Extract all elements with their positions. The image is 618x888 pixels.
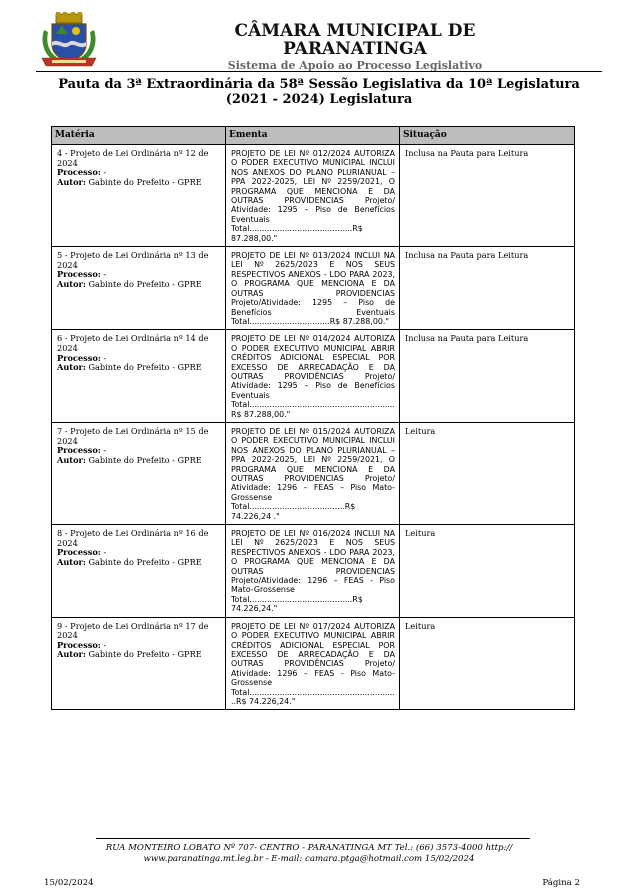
materia-cell bbox=[52, 330, 226, 423]
materia-title: 7 - Projeto de Lei Ordinária nº 15 de 2024 bbox=[57, 425, 209, 446]
processo-label: Processo: bbox=[57, 639, 101, 650]
materia-cell bbox=[52, 247, 226, 330]
processo-label: Processo: bbox=[57, 269, 101, 280]
processo-value: - bbox=[103, 167, 107, 178]
autor-value: Gabinte do Prefeito - GPRE bbox=[88, 649, 202, 660]
table-row bbox=[52, 247, 575, 330]
materia-autor bbox=[57, 650, 221, 660]
ementa-cell: PROJETO DE LEI Nº 012/2024 AUTORIZA O PODER EXECUTIVO MUNICIPAL INCLUI NOS ANEXOS DO PLANO PLURIANUAL – PPA 2022-2025, LEI Nº 2259/2021, O PROGRAMA QUE MENCIONA E DA OUTRAS PROVIDENCIAS Projeto/ Atividade: 1295 – Piso de Benefícios Eventuais Total.........................................R$ 87.288,00." bbox=[226, 145, 400, 247]
materia-cell bbox=[52, 145, 226, 247]
processo-value: - bbox=[103, 639, 107, 650]
autor-label: Autor: bbox=[57, 556, 86, 567]
autor-label: Autor: bbox=[57, 362, 86, 373]
situacao-cell: Inclusa na Pauta para Leitura bbox=[400, 247, 575, 330]
autor-label: Autor: bbox=[57, 278, 86, 289]
footer-line-2: www.paranatinga.mt.leg.br - E-mail: camara.ptga@hotmail.com 15/02/2024 bbox=[143, 854, 475, 864]
processo-value: - bbox=[103, 547, 107, 558]
autor-value: Gabinte do Prefeito - GPRE bbox=[88, 362, 202, 373]
materia-title: 4 - Projeto de Lei Ordinária nº 12 de 2024 bbox=[57, 148, 209, 168]
materia-title: 5 - Projeto de Lei Ordinária nº 13 de 2024 bbox=[57, 250, 209, 270]
header-divider bbox=[36, 71, 602, 72]
table-row bbox=[52, 145, 575, 247]
institution-title: CÂMARA MUNICIPAL DE PARANATINGA bbox=[234, 21, 476, 59]
ementa-cell: PROJETO DE LEI Nº 013/2024 INCLUI NA LEI Nº 2625/2023 E NOS SEUS RESPECTIVOS ANEXOS - LDO PARA 2023, O PROGRAMA QUE MENCIONA E DA OUTRAS PROVIDENCIAS Projeto/Atividade: 1295 – Piso de Benefícios Eventuais Total................................R$ 87.288,00." bbox=[226, 247, 400, 330]
materia-autor bbox=[57, 280, 221, 290]
pauta-table bbox=[51, 126, 575, 710]
autor-value: Gabinte do Prefeito - GPRE bbox=[88, 556, 202, 567]
materia-autor bbox=[57, 363, 221, 373]
situacao-cell: Inclusa na Pauta para Leitura bbox=[400, 330, 575, 423]
processo-label: Processo: bbox=[57, 352, 101, 363]
table-row bbox=[52, 525, 575, 618]
situacao-cell: Inclusa na Pauta para Leitura bbox=[400, 145, 575, 247]
situacao-cell: Leitura bbox=[400, 525, 575, 618]
autor-label: Autor: bbox=[57, 649, 86, 660]
municipal-crest-icon bbox=[38, 12, 100, 70]
situacao-cell: Leitura bbox=[400, 617, 575, 710]
footer-address bbox=[60, 843, 558, 865]
autor-value: Gabinte do Prefeito - GPRE bbox=[88, 278, 202, 289]
processo-value: - bbox=[103, 445, 107, 456]
table-header-row bbox=[52, 127, 575, 145]
processo-label: Processo: bbox=[57, 445, 101, 456]
footer-line-1: RUA MONTEIRO LOBATO Nº 707- CENTRO - PARANATINGA MT Tel.: (66) 3573-4000 http:// bbox=[105, 843, 513, 853]
ementa-cell: PROJETO DE LEI Nº 015/2024 AUTORIZA O PODER EXECUTIVO MUNICIPAL INCLUI NOS ANEXOS DO PLANO PLURIANUAL – PPA 2022-2025, LEI Nº 2259/2021, O PROGRAMA QUE MENCIONA E DA OUTRAS PROVIDENCIAS Projeto/ Atividade: 1296 – FEAS – Piso Mato-Grossense Total......................................R$ 74.226,24 ." bbox=[226, 422, 400, 524]
materia-title: 9 - Projeto de Lei Ordinária nº 17 de 2024 bbox=[57, 620, 209, 641]
materia-cell bbox=[52, 617, 226, 710]
materia-autor bbox=[57, 456, 221, 466]
materia-title: 8 - Projeto de Lei Ordinária nº 16 de 2024 bbox=[57, 528, 209, 548]
processo-value: - bbox=[103, 269, 107, 280]
table-row bbox=[52, 422, 575, 524]
processo-label: Processo: bbox=[57, 547, 101, 558]
page-header bbox=[0, 10, 618, 72]
ementa-cell: PROJETO DE LEI Nº 016/2024 INCLUI NA LEI Nº 2625/2023 E NOS SEUS RESPECTIVOS ANEXOS - LDO PARA 2023, O PROGRAMA QUE MENCIONA E DA OUTRAS PROVIDENCIAS Projeto/Atividade: 1296 – FEAS - Piso Mato-Grossense Total.........................................R$ 74.226,24." bbox=[226, 525, 400, 618]
system-subtitle: Sistema de Apoio ao Processo Legislativo bbox=[227, 59, 483, 72]
page-number: Página 2 bbox=[542, 878, 580, 888]
autor-label: Autor: bbox=[57, 454, 86, 465]
ementa-cell: PROJETO DE LEI Nº 017/2024 AUTORIZA O PODER EXECUTIVO MUNICIPAL ABRIR CRÉDITOS ADICIONAL ESPECIAL POR EXCESSO DE ARRECADAÇÃO E DA OUTRAS PROVIDÊNCIAS Projeto/ Atividade: 1296 – FEAS - Piso Mato-Grossense Total.......................................................... ..R$ 74.226,24." bbox=[226, 617, 400, 710]
print-date: 15/02/2024 bbox=[44, 878, 94, 888]
column-header-materia: Matéria bbox=[52, 127, 226, 145]
situacao-cell: Leitura bbox=[400, 422, 575, 524]
materia-autor bbox=[57, 178, 221, 188]
materia-title: 6 - Projeto de Lei Ordinária nº 14 de 2024 bbox=[57, 333, 209, 353]
autor-value: Gabinte do Prefeito - GPRE bbox=[88, 176, 202, 187]
footer-divider bbox=[96, 838, 530, 839]
ementa-cell: PROJETO DE LEI Nº 014/2024 AUTORIZA O PODER EXECUTIVO MUNICIPAL ABRIR CRÉDITOS ADICIONAL ESPECIAL POR EXCESSO DE ARRECADAÇÃO E DA OUTRAS PROVIDÊNCIAS Projeto/ Atividade: 1295 – Piso de Benefícios Eventuais Total.......................................................... R$ 87.288,00." bbox=[226, 330, 400, 423]
table-row bbox=[52, 617, 575, 710]
materia-autor bbox=[57, 558, 221, 568]
processo-label: Processo: bbox=[57, 167, 101, 178]
table-row bbox=[52, 330, 575, 423]
materia-cell bbox=[52, 422, 226, 524]
autor-label: Autor: bbox=[57, 176, 86, 187]
column-header-situacao: Situação bbox=[400, 127, 575, 145]
table-body bbox=[52, 145, 575, 710]
column-header-ementa: Ementa bbox=[226, 127, 400, 145]
pauta-title: Pauta da 3ª Extraordinária da 58ª Sessão Legislativa da 10ª Legislatura (2021 - 2024) Legislatura bbox=[58, 77, 580, 107]
materia-cell bbox=[52, 525, 226, 618]
autor-value: Gabinte do Prefeito - GPRE bbox=[88, 454, 202, 465]
processo-value: - bbox=[103, 352, 107, 363]
